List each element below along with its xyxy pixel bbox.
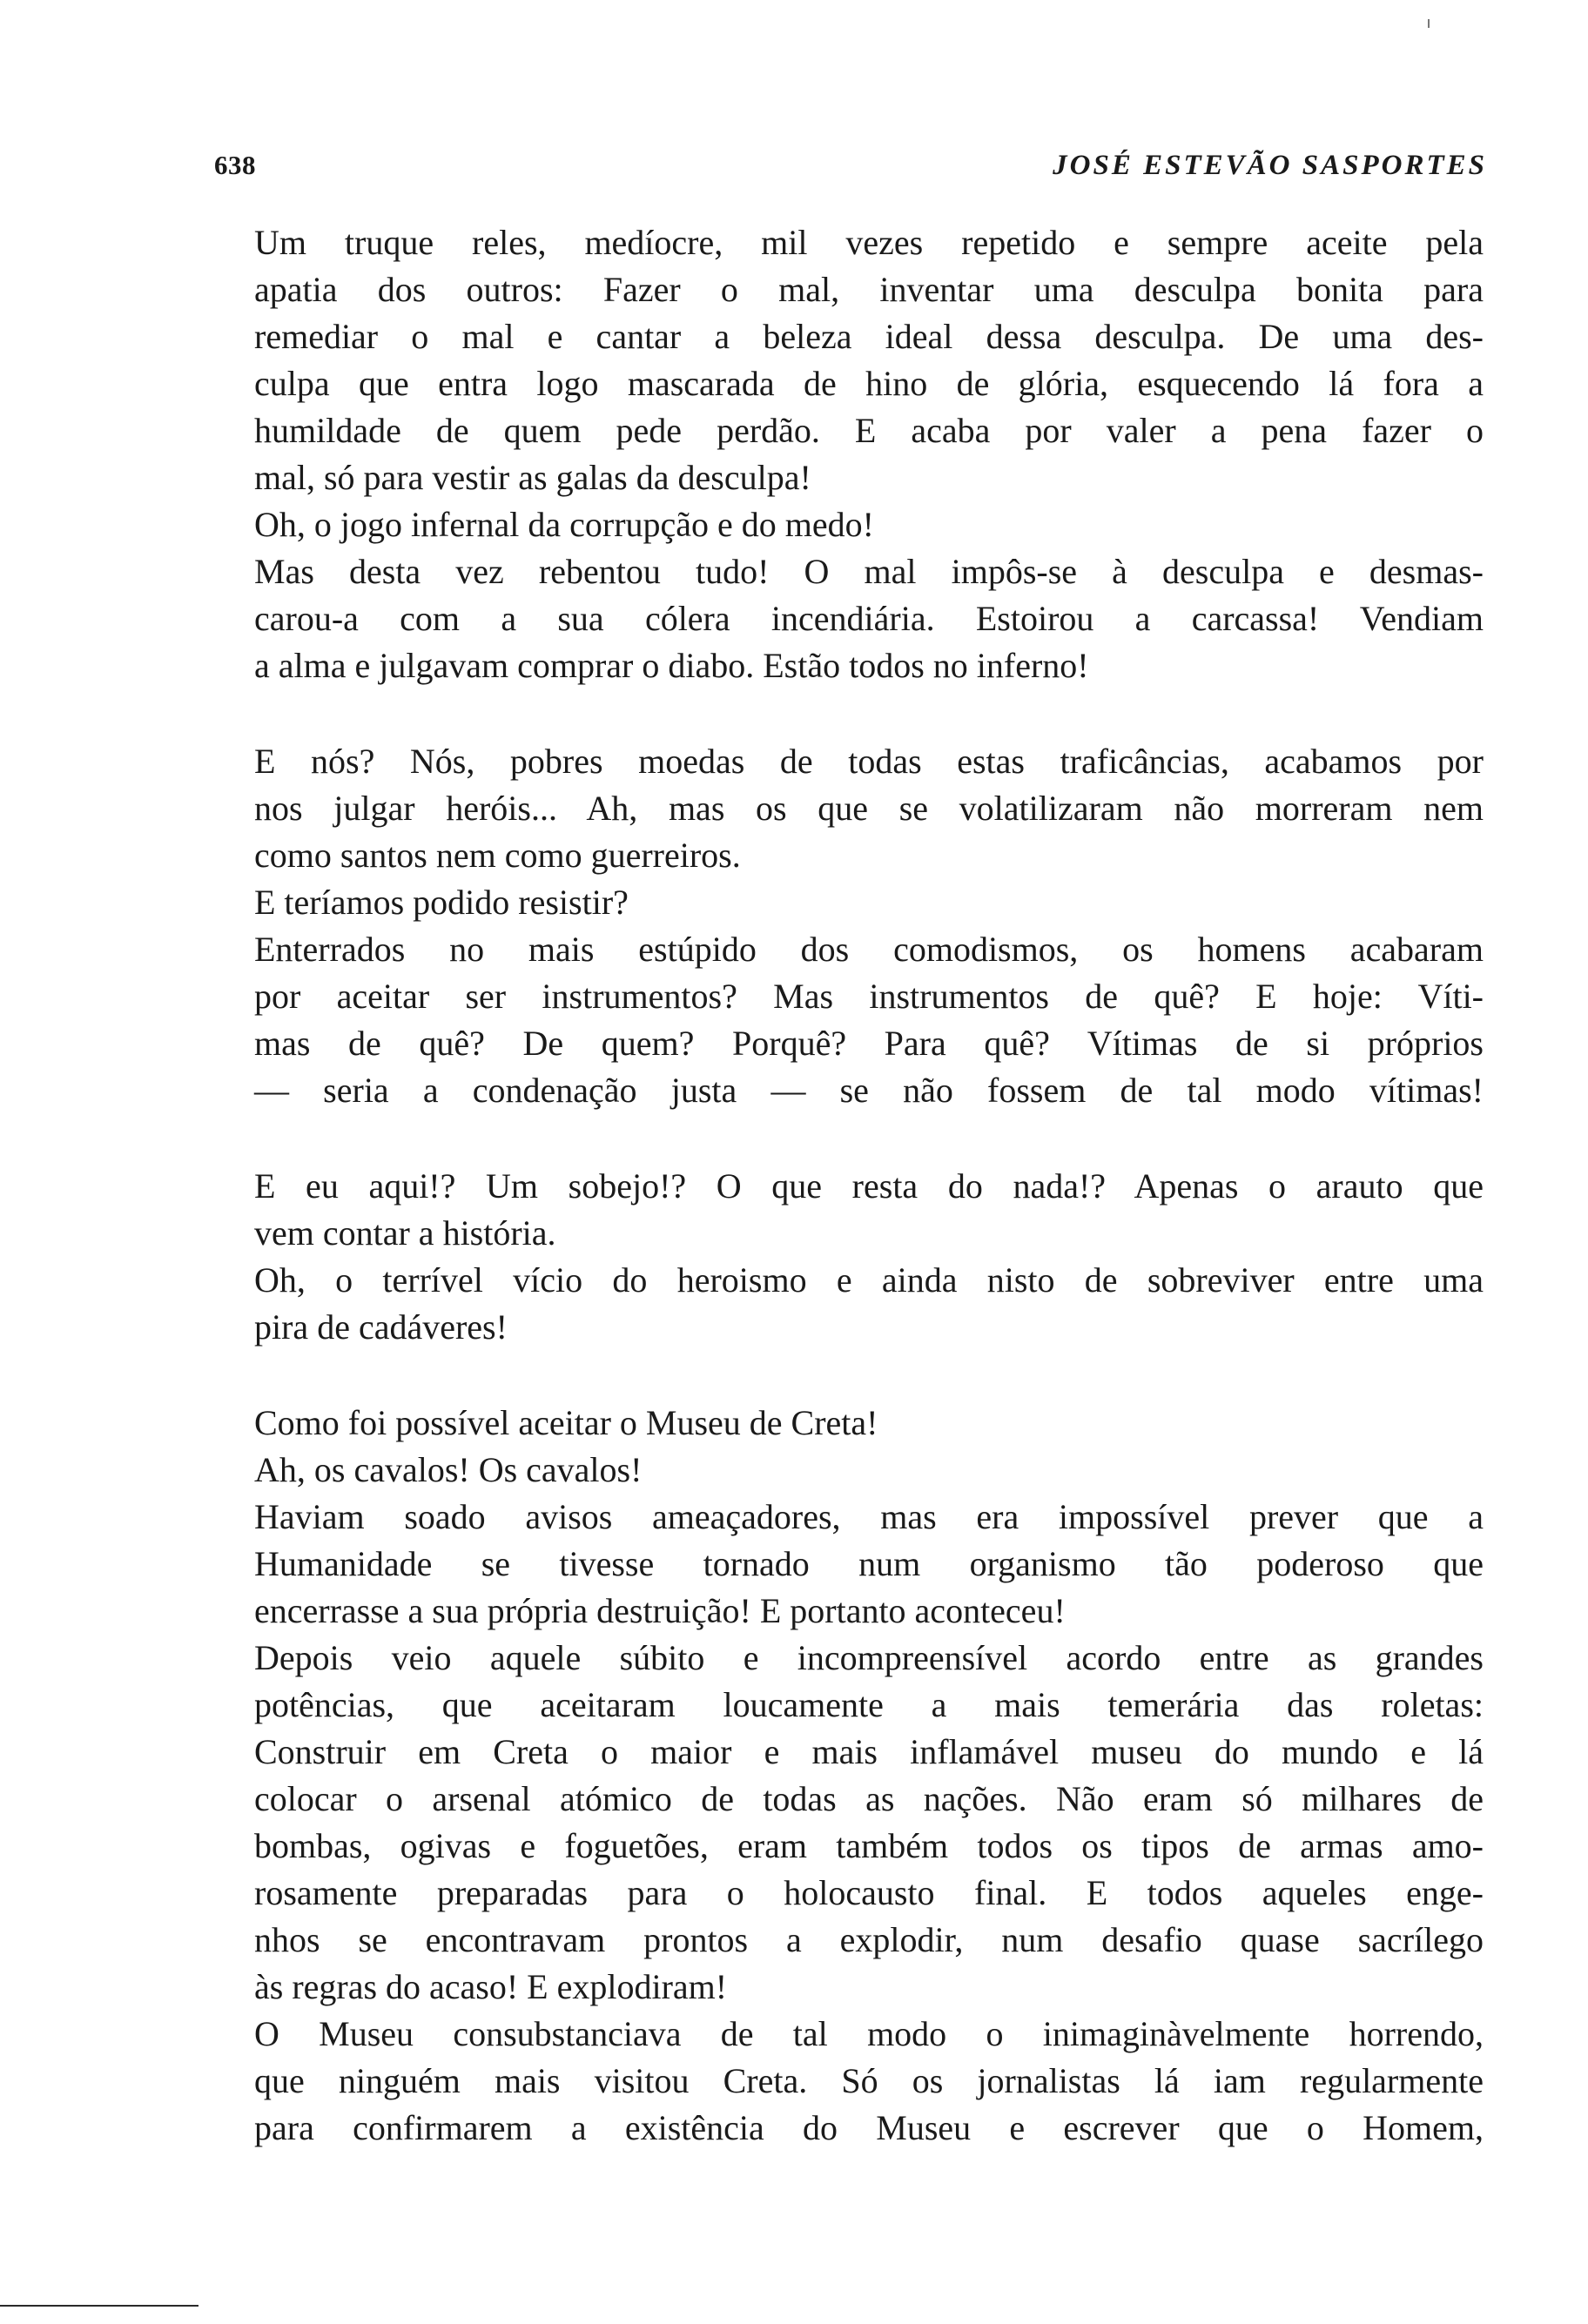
running-head: JOSÉ ESTEVÃO SASPORTES [1053,150,1487,181]
text-line: para confirmarem a existência do Museu e escrever que o Homem, [254,2108,1484,2147]
footer-rule [0,2305,198,2307]
paragraph [254,738,1484,1114]
text-line: mal, só para vestir as galas da desculpa! [254,458,811,497]
text-line: Mas desta vez rebentou tudo! O mal impôs-se à desculpa e desmas- [254,552,1484,591]
text-line: remediar o mal e cantar a beleza ideal dessa desculpa. De uma des- [254,317,1484,356]
text-line: Enterrados no mais estúpido dos comodismos, os homens acabaram [254,930,1484,969]
text-line: rosamente preparadas para o holocausto final. E todos aqueles enge- [254,1873,1484,1912]
text-line: a alma e julgavam comprar o diabo. Estão todos no inferno! [254,646,1089,685]
text-line: E nós? Nós, pobres moedas de todas estas traficâncias, acabamos por [254,742,1484,781]
text-line: E eu aqui!? Um sobejo!? O que resta do nada!? Apenas o arauto que [254,1166,1484,1206]
paragraph [254,1163,1484,1351]
text-line: encerrasse a sua própria destruição! E portanto aconteceu! [254,1591,1066,1630]
text-line: E teríamos podido resistir? [254,883,629,922]
text-line: Um truque reles, medíocre, mil vezes repetido e sempre aceite pela [254,223,1484,262]
paragraph-gap [254,1351,1484,1400]
text-line: Ah, os cavalos! Os cavalos! [254,1450,643,1489]
text-line: por aceitar ser instrumentos? Mas instrumentos de quê? E hoje: Víti- [254,977,1484,1016]
text-line: Como foi possível aceitar o Museu de Creta! [254,1403,878,1442]
text-line: nhos se encontravam prontos a explodir, num desafio quase sacrílego [254,1920,1484,1959]
text-line: às regras do acaso! E explodiram! [254,1967,728,2006]
text-line: colocar o arsenal atómico de todas as nações. Não eram só milhares de [254,1779,1484,1818]
text-line: O Museu consubstanciava de tal modo o inimaginàvelmente horrendo, [254,2014,1484,2053]
text-line: humildade de quem pede perdão. E acaba por valer a pena fazer o [254,411,1484,450]
text-line: pira de cadáveres! [254,1307,508,1347]
text-line: Depois veio aquele súbito e incompreensível acordo entre as grandes [254,1638,1484,1677]
text-line: culpa que entra logo mascarada de hino de glória, esquecendo lá fora a [254,364,1484,403]
text-line: bombas, ogivas e foguetões, eram também todos os tipos de armas amo- [254,1826,1484,1865]
text-line: — seria a condenação justa — se não fossem de tal modo vítimas! [254,1071,1484,1110]
text-line: Haviam soado avisos ameaçadores, mas era impossível prever que a [254,1497,1484,1536]
text-line: potências, que aceitaram loucamente a mais temerária das roletas: [254,1685,1484,1724]
text-line: mas de quê? De quem? Porquê? Para quê? Vítimas de si próprios [254,1024,1484,1063]
text-line: vem contar a história. [254,1213,556,1253]
text-line: apatia dos outros: Fazer o mal, inventar uma desculpa bonita para [254,270,1484,309]
text-line: que ninguém mais visitou Creta. Só os jornalistas lá iam regularmente [254,2061,1484,2100]
page-header [214,150,1487,193]
paragraph [254,219,1484,689]
margin-mark [1428,19,1430,28]
paragraph-gap [254,689,1484,738]
page-number: 638 [214,150,256,180]
text-line: nos julgar heróis... Ah, mas os que se volatilizaram não morreram nem [254,789,1484,828]
text-line: Construir em Creta o maior e mais inflamável museu do mundo e lá [254,1732,1484,1771]
text-line: carou-a com a sua cólera incendiária. Estoirou a carcassa! Vendiam [254,599,1484,638]
paragraph-gap [254,1114,1484,1163]
paragraph [254,1400,1484,2152]
text-line: como santos nem como guerreiros. [254,836,741,875]
text-line: Oh, o jogo infernal da corrupção e do medo! [254,505,874,544]
text-line: Oh, o terrível vício do heroismo e ainda nisto de sobreviver entre uma [254,1260,1484,1300]
text-line: Humanidade se tivesse tornado num organismo tão poderoso que [254,1544,1484,1583]
body-text [254,219,1484,2152]
